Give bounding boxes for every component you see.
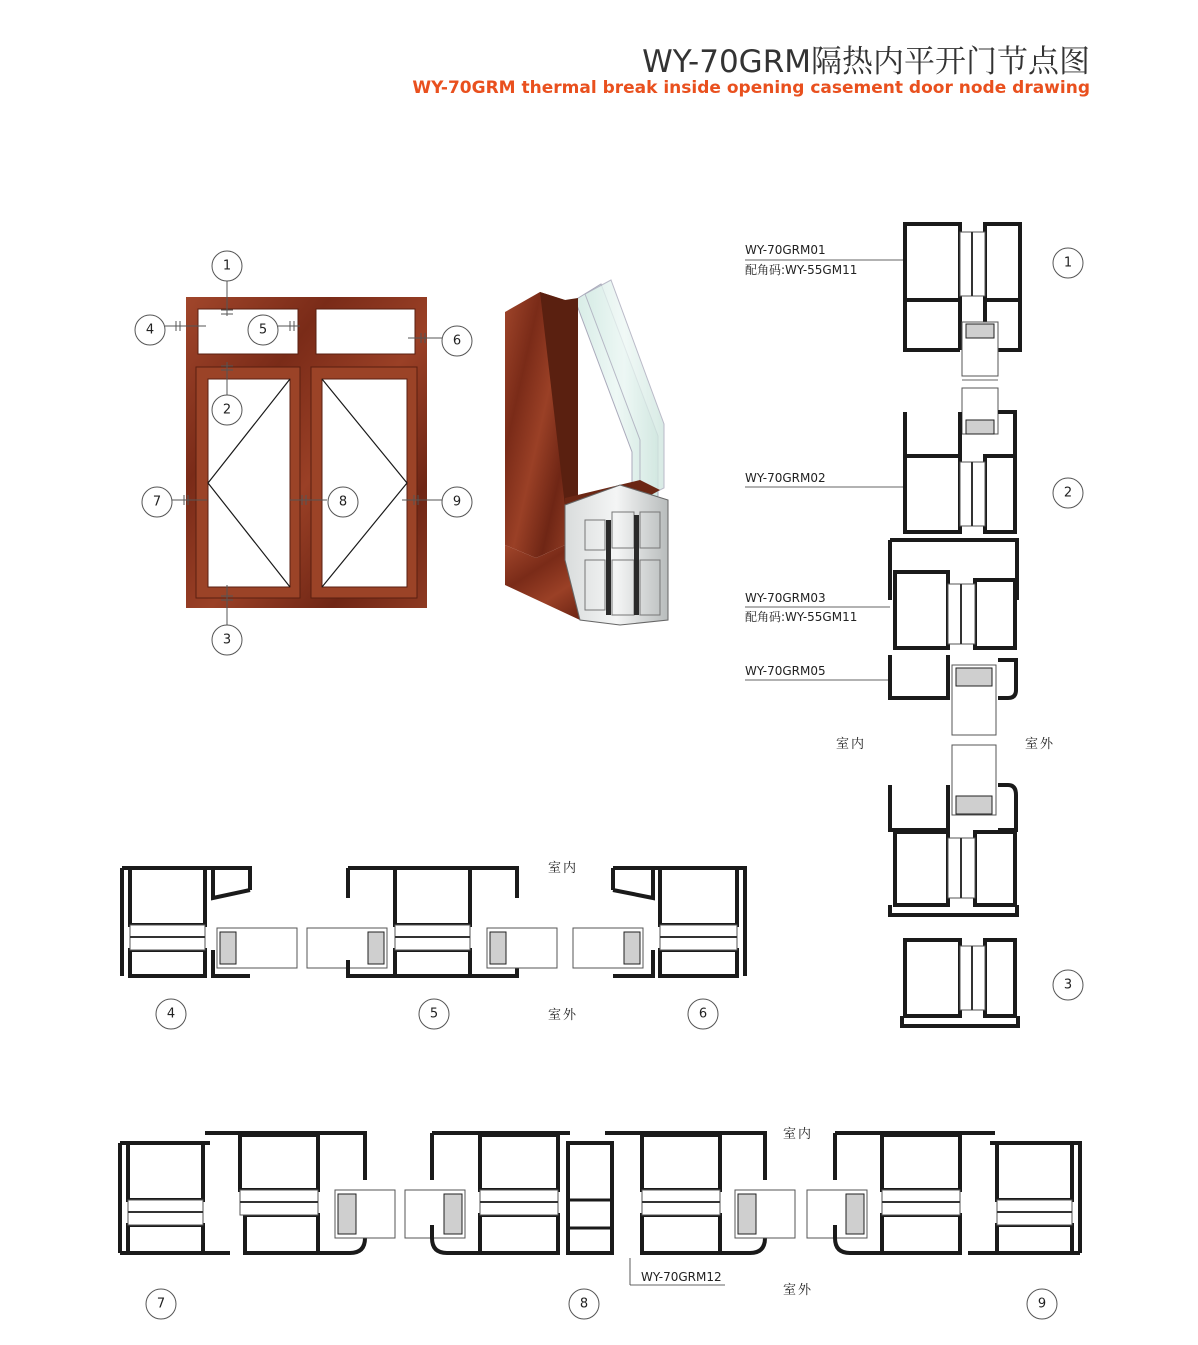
page-title: WY-70GRM隔热内平开门节点图 <box>642 44 1090 80</box>
svg-text:5: 5 <box>429 1006 439 1022</box>
node-callout-4 <box>156 999 186 1029</box>
callout-1 <box>212 251 242 281</box>
callout-7 <box>142 487 172 517</box>
section-sash-top <box>890 540 1017 735</box>
svg-text:2: 2 <box>222 402 232 418</box>
section-node-4 <box>122 868 297 976</box>
node-callout-2 <box>1053 478 1083 508</box>
svg-text:1: 1 <box>1063 255 1073 271</box>
label-p01-corner: 配角码:WY-55GM11 <box>745 263 858 277</box>
svg-text:4: 4 <box>145 322 155 338</box>
label-p03: WY-70GRM03 <box>745 591 826 605</box>
label-indoor-s: 室内 <box>783 1127 814 1142</box>
vertical-section <box>745 224 1083 1026</box>
svg-text:8: 8 <box>338 494 348 510</box>
section-node-1 <box>905 224 1020 380</box>
label-outdoor-t: 室外 <box>548 1008 579 1023</box>
profile-3d-render <box>505 280 668 625</box>
label-outdoor-v: 室外 <box>1025 737 1056 752</box>
callout-5 <box>248 315 278 345</box>
label-p03-corner: 配角码:WY-55GM11 <box>745 610 858 624</box>
section-node-7 <box>120 1133 395 1253</box>
label-p12: WY-70GRM12 <box>641 1270 722 1284</box>
svg-text:7: 7 <box>156 1296 166 1312</box>
svg-text:6: 6 <box>452 333 462 349</box>
label-p01: WY-70GRM01 <box>745 243 826 257</box>
node-callout-9 <box>1027 1289 1057 1319</box>
svg-text:7: 7 <box>152 494 162 510</box>
svg-text:1: 1 <box>222 258 232 274</box>
label-indoor-t: 室内 <box>548 861 579 876</box>
callout-2 <box>212 395 242 425</box>
label-outdoor-s: 室外 <box>783 1283 814 1298</box>
callout-9 <box>442 487 472 517</box>
section-node-6 <box>573 868 745 976</box>
callout-4 <box>135 315 165 345</box>
section-node-8 <box>405 1133 795 1253</box>
page-subtitle: WY-70GRM thermal break inside opening casement door node drawing <box>412 78 1090 98</box>
svg-text:4: 4 <box>166 1006 176 1022</box>
section-node-9 <box>807 1133 1080 1253</box>
svg-text:9: 9 <box>1037 1296 1047 1312</box>
label-p05: WY-70GRM05 <box>745 664 826 678</box>
node-callout-5 <box>419 999 449 1029</box>
svg-text:3: 3 <box>222 632 232 648</box>
svg-text:3: 3 <box>1063 977 1073 993</box>
node-callout-6 <box>688 999 718 1029</box>
label-indoor-v: 室内 <box>836 737 867 752</box>
label-p02: WY-70GRM02 <box>745 471 826 485</box>
section-node-5 <box>307 868 557 976</box>
callout-3 <box>212 625 242 655</box>
section-node-2 <box>905 388 1015 532</box>
svg-text:8: 8 <box>579 1296 589 1312</box>
svg-text:6: 6 <box>698 1006 708 1022</box>
node-callout-3 <box>1053 970 1083 1000</box>
door-elevation <box>135 251 472 655</box>
svg-text:9: 9 <box>452 494 462 510</box>
callout-6 <box>442 326 472 356</box>
svg-text:5: 5 <box>258 322 268 338</box>
node-callout-7 <box>146 1289 176 1319</box>
svg-text:2: 2 <box>1063 485 1073 501</box>
node-callout-8 <box>569 1289 599 1319</box>
callout-8 <box>328 487 358 517</box>
sash-section <box>120 1126 1080 1319</box>
section-node-3 <box>890 745 1018 1026</box>
node-callout-1 <box>1053 248 1083 278</box>
transom-section <box>122 860 745 1029</box>
